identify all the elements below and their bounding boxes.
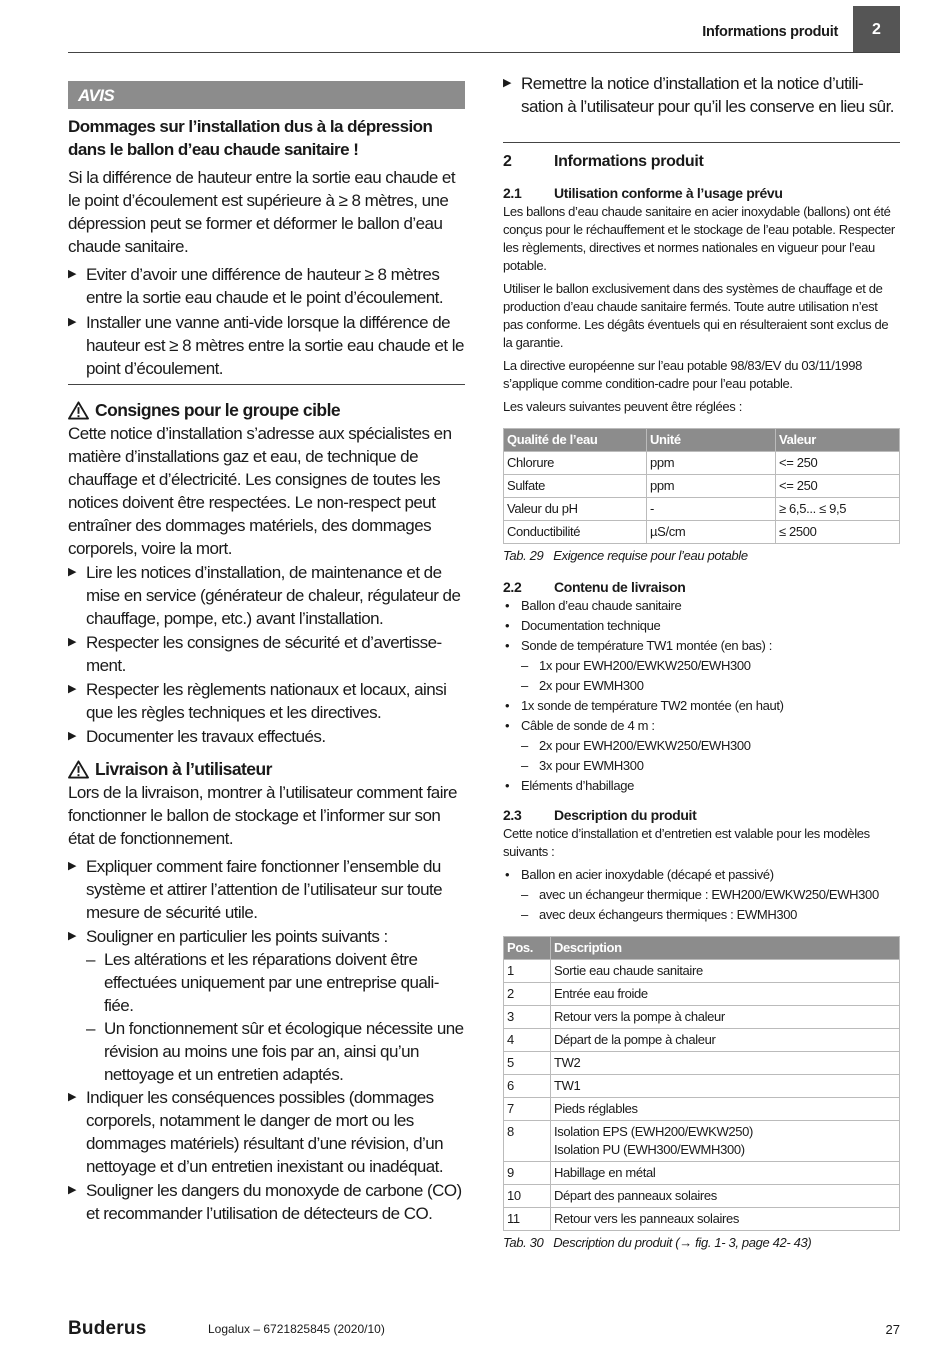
section-number: 2.3 bbox=[503, 807, 522, 823]
table-cell: ppm bbox=[647, 475, 776, 498]
bullet-list-item: • Câble de sonde de 4 m : bbox=[503, 717, 900, 735]
target-bullet: ▶ Documenter les travaux effectués. bbox=[68, 725, 465, 748]
avis-text: Si la différence de hauteur entre la sortie eau chaude et le point d’écoulement est supérieure à ≥ 8 mètres, une dépression peut se former et déformer le ballon d’eau chaude sanitaire. bbox=[68, 168, 456, 256]
table-row bbox=[504, 983, 900, 1006]
dash-list-item: – avec un échangeur thermique : EWH200/EWKW250/EWH300 bbox=[503, 886, 900, 904]
table-cell: 7 bbox=[504, 1098, 551, 1121]
table-row bbox=[504, 960, 900, 983]
left-column bbox=[68, 81, 465, 1225]
table-header-cell: Description bbox=[551, 937, 900, 960]
table-cell: 5 bbox=[504, 1052, 551, 1075]
table-cell: ≥ 6,5... ≤ 9,5 bbox=[776, 498, 900, 521]
header-title: Informations produit bbox=[702, 24, 838, 40]
section-number: 2 bbox=[503, 153, 512, 170]
dash-list-item: – 3x pour EWMH300 bbox=[503, 757, 900, 775]
table-cell: Chlorure bbox=[504, 452, 647, 475]
delivery-heading bbox=[68, 758, 465, 781]
table-cell: ≤ 2500 bbox=[776, 521, 900, 544]
delivery-contents-list bbox=[503, 597, 900, 795]
section-title: Utilisation conforme à l’usage prévu bbox=[554, 185, 783, 201]
avis-label: AVIS bbox=[68, 81, 465, 109]
document-reference: Logalux – 6721825845 (2020/10) bbox=[208, 1322, 385, 1336]
delivery-bullet: ▶ Souligner en particulier les points suivants : bbox=[68, 925, 465, 948]
table-cell: Pieds réglables bbox=[551, 1098, 900, 1121]
bullet-list-item: • Documentation technique bbox=[503, 617, 900, 635]
table-header-cell: Valeur bbox=[776, 429, 900, 452]
models-list bbox=[503, 866, 900, 924]
page-number: 27 bbox=[885, 1322, 900, 1337]
table-cell: 8 bbox=[504, 1121, 551, 1162]
table-cell: ppm bbox=[647, 452, 776, 475]
table-caption bbox=[503, 547, 900, 565]
table-header-cell: Qualité de l’eau bbox=[504, 429, 647, 452]
chapter-tab: 2 bbox=[853, 6, 900, 53]
product-description-table bbox=[503, 936, 900, 1231]
table-cell: 3 bbox=[504, 1006, 551, 1029]
divider bbox=[503, 142, 900, 143]
table-cell: TW2 bbox=[551, 1052, 900, 1075]
table-cell: - bbox=[647, 498, 776, 521]
paragraph: La directive européenne sur l’eau potable 98/83/EV du 03/11/1998 s’applique comme condition-cadre pour l’eau potable. bbox=[503, 358, 862, 391]
section-title: Contenu de livraison bbox=[554, 579, 686, 595]
table-cell: Départ des panneaux solaires bbox=[551, 1185, 900, 1208]
warning-triangle-icon bbox=[68, 401, 89, 420]
header-rule bbox=[68, 52, 900, 53]
section-title: Informations produit bbox=[554, 153, 704, 170]
table-cell: Retour vers les panneaux solaires bbox=[551, 1208, 900, 1231]
table-row bbox=[504, 1052, 900, 1075]
water-quality-table bbox=[503, 428, 900, 544]
right-column bbox=[503, 72, 900, 1252]
table-cell: Isolation EPS (EWH200/EWKW250) Isolation PU (EWH300/EWMH300) bbox=[551, 1121, 900, 1162]
table-cell: 11 bbox=[504, 1208, 551, 1231]
table-row bbox=[504, 1121, 900, 1162]
target-heading bbox=[68, 399, 465, 422]
delivery-dash-item: – Les altérations et les réparations doivent être effectuées uniquement par une entreprise quali-fiée. bbox=[68, 948, 465, 1017]
table-cell: Sortie eau chaude sanitaire bbox=[551, 960, 900, 983]
table-cell: Entrée eau froide bbox=[551, 983, 900, 1006]
table-cell: µS/cm bbox=[647, 521, 776, 544]
table-cell: Départ de la pompe à chaleur bbox=[551, 1029, 900, 1052]
target-text: Cette notice d’installation s’adresse aux spécialistes en matière d’installations gaz et eau, de technique de chauffage et d’électricité. Les consignes de toutes les notices doivent être respectées. Le non-respect peut entraîner des dommages matériels, des dommages corporels, voire la mort. bbox=[68, 424, 452, 558]
table-cell: 10 bbox=[504, 1185, 551, 1208]
paragraph: Les valeurs suivantes peuvent être réglées : bbox=[503, 399, 742, 414]
section-2-3-heading bbox=[503, 805, 900, 825]
table-cell: Conductibilité bbox=[504, 521, 647, 544]
delivery-text: Lors de la livraison, montrer à l’utilisateur comment faire fonctionner le ballon de stockage et l’informer sur son état de fonctionnement. bbox=[68, 783, 457, 848]
caption-number: Tab. 30 bbox=[503, 1235, 544, 1250]
table-cell: <= 250 bbox=[776, 452, 900, 475]
bullet-list-item: • Ballon en acier inoxydable (décapé et passivé) bbox=[503, 866, 900, 884]
table-cell: Retour vers la pompe à chaleur bbox=[551, 1006, 900, 1029]
section-2-1-heading bbox=[503, 183, 900, 203]
table-row bbox=[504, 1185, 900, 1208]
table-cell: TW1 bbox=[551, 1075, 900, 1098]
caption-number: Tab. 29 bbox=[503, 548, 544, 563]
table-caption bbox=[503, 1234, 900, 1252]
table-row bbox=[504, 1006, 900, 1029]
table-header-cell: Unité bbox=[647, 429, 776, 452]
avis-bullet: ▶ Installer une vanne anti-vide lorsque la différence de hauteur est ≥ 8 mètres entre la sortie eau chaude et le point d’écoulement. bbox=[68, 311, 465, 380]
section-number: 2.2 bbox=[503, 579, 522, 595]
paragraph: Cette notice d’installation et d’entretien est valable pour les modèles suivants : bbox=[503, 826, 870, 859]
table-cell: <= 250 bbox=[776, 475, 900, 498]
table-cell: 6 bbox=[504, 1075, 551, 1098]
delivery-dash-item: – Un fonctionnement sûr et écologique nécessite une révision au moins une fois par an, ainsi qu’un nettoyage et un entretien adaptés. bbox=[68, 1017, 465, 1086]
bullet-list-item: • Eléments d’habillage bbox=[503, 777, 900, 795]
target-bullet: ▶ Lire les notices d’installation, de maintenance et de mise en service (générateur de chaleur, régulateur de chauffage, pompe, etc.) avant l’installation. bbox=[68, 561, 465, 630]
target-bullet: ▶ Respecter les règlements nationaux et locaux, ainsi que les règles techniques et les directives. bbox=[68, 678, 465, 724]
table-row bbox=[504, 1208, 900, 1231]
delivery-bullet: ▶ Indiquer les conséquences possibles (dommages corporels, notamment le danger de mort ou les dommages matériels) résultant d’une révision, d’un nettoyage et d’un entretien inexistant ou inadéquat. bbox=[68, 1086, 465, 1178]
dash-list-item: – 2x pour EWH200/EWKW250/EWH300 bbox=[503, 737, 900, 755]
paragraph: Les ballons d’eau chaude sanitaire en acier inoxydable (ballons) ont été conçus pour le réchauffement et le stockage de l’eau potable. Respecter les règlements, directives et normes nationales en vigueur pour l’eau potable. bbox=[503, 204, 895, 273]
table-header-row bbox=[504, 937, 900, 960]
brand-logo: Buderus bbox=[68, 1318, 147, 1339]
table-header-cell: Pos. bbox=[504, 937, 551, 960]
table-cell: 1 bbox=[504, 960, 551, 983]
table-cell: Sulfate bbox=[504, 475, 647, 498]
table-row bbox=[504, 1029, 900, 1052]
target-title: Consignes pour le groupe cible bbox=[95, 400, 341, 420]
table-cell: 4 bbox=[504, 1029, 551, 1052]
bullet-list-item: • Sonde de température TW1 montée (en bas) : bbox=[503, 637, 900, 655]
table-row bbox=[504, 1162, 900, 1185]
warning-triangle-icon bbox=[68, 760, 89, 779]
delivery-title: Livraison à l’utilisateur bbox=[95, 759, 272, 779]
table-row bbox=[504, 498, 900, 521]
table-row bbox=[504, 1075, 900, 1098]
section-number: 2.1 bbox=[503, 185, 522, 201]
caption-text: Exigence requise pour l’eau potable bbox=[553, 548, 748, 563]
table-row bbox=[504, 521, 900, 544]
bullet-list-item: • Ballon d’eau chaude sanitaire bbox=[503, 597, 900, 615]
dash-list-item: – 2x pour EWMH300 bbox=[503, 677, 900, 695]
section-2-heading bbox=[503, 151, 900, 173]
table-cell: Valeur du pH bbox=[504, 498, 647, 521]
avis-bullet: ▶ Eviter d’avoir une différence de hauteur ≥ 8 mètres entre la sortie eau chaude et le point d’écoulement. bbox=[68, 263, 465, 309]
avis-title: Dommages sur l’installation dus à la dépression dans le ballon d’eau chaude sanitaire ! bbox=[68, 117, 433, 159]
divider bbox=[68, 384, 465, 385]
table-row bbox=[504, 475, 900, 498]
delivery-bullet: ▶ Souligner les dangers du monoxyde de carbone (CO) et recommander l’utilisation de détecteurs de CO. bbox=[68, 1179, 465, 1225]
section-2-2-heading bbox=[503, 577, 900, 597]
delivery-bullet: ▶ Expliquer comment faire fonctionner l’ensemble du système et attirer l’attention de l’utilisateur sur toute mesure de sécurité utile. bbox=[68, 855, 465, 924]
dash-list-item: – 1x pour EWH200/EWKW250/EWH300 bbox=[503, 657, 900, 675]
target-bullet: ▶ Respecter les consignes de sécurité et d’avertisse-ment. bbox=[68, 631, 465, 677]
table-cell: 2 bbox=[504, 983, 551, 1006]
table-cell: Habillage en métal bbox=[551, 1162, 900, 1185]
section-title: Description du produit bbox=[554, 807, 697, 823]
caption-text: Description du produit (→ fig. 1- 3, page 42- 43) bbox=[553, 1235, 812, 1250]
table-row bbox=[504, 452, 900, 475]
dash-list-item: – avec deux échangeurs thermiques : EWMH300 bbox=[503, 906, 900, 924]
table-row bbox=[504, 1098, 900, 1121]
table-cell: 9 bbox=[504, 1162, 551, 1185]
table-header-row bbox=[504, 429, 900, 452]
bullet-list-item: • 1x sonde de température TW2 montée (en haut) bbox=[503, 697, 900, 715]
handover-bullet: ▶ Remettre la notice d’installation et la notice d’utili-sation à l’utilisateur pour qu’il les conserve en lieu sûr. bbox=[503, 72, 900, 118]
paragraph: Utiliser le ballon exclusivement dans des systèmes de chauffage et de production d’eau chaude sanitaire fermés. Toute autre utilisation n’est pas conforme. Les dégâts éventuels qui en résulteraient sont exclus de la garantie. bbox=[503, 281, 889, 350]
